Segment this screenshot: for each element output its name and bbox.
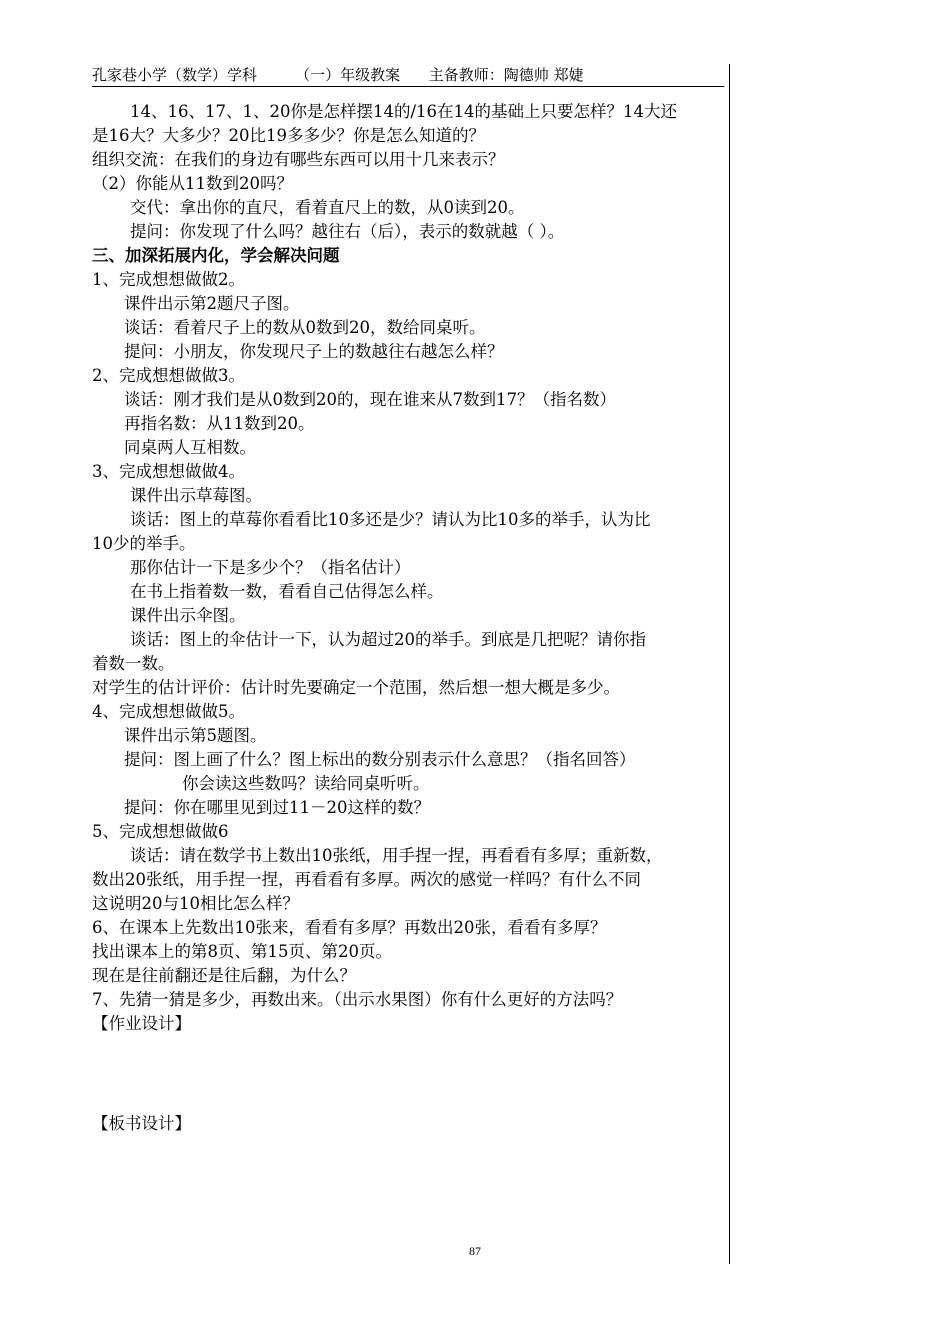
- text-line: 现在是往前翻还是往后翻，为什么？: [92, 966, 356, 985]
- text-line: 14、16、17、1、20你是怎样摆14的/16在14的基础上只要怎样？14大还: [130, 102, 678, 121]
- text-line: 课件出示第5题图。: [124, 726, 267, 745]
- text-line: 谈话：请在数学书上数出10张纸，用手捏一捏，再看看有多厚；重新数，: [130, 846, 663, 865]
- text-line: 10少的举手。: [92, 534, 196, 553]
- text-line: 对学生的估计评价：估计时先要确定一个范围，然后想一想大概是多少。: [92, 678, 620, 697]
- text-line: 1、完成想想做做2。: [92, 270, 245, 289]
- text-line: 课件出示第2题尺子图。: [124, 294, 300, 313]
- text-line: 在书上指着数一数，看看自己估得怎么样。: [130, 582, 444, 601]
- text-line: 交代：拿出你的直尺，看着直尺上的数，从0读到20。: [130, 198, 525, 217]
- text-line: 提问：小朋友，你发现尺子上的数越往右越怎么样？: [124, 342, 504, 361]
- section-label-homework: 【作业设计】: [92, 1014, 191, 1033]
- header-grade: （一）年级教案: [295, 66, 401, 84]
- text-line: 课件出示伞图。: [130, 606, 246, 625]
- header-school: 孔家巷小学（数学）学科: [92, 66, 258, 84]
- right-margin-rule: [729, 64, 730, 1264]
- text-line: 谈话：刚才我们是从0数到20的，现在谁来从7数到17？（指名数）: [124, 390, 616, 409]
- text-line: 找出课本上的第8页、第15页、第20页。: [92, 942, 392, 961]
- section-label-blackboard: 【板书设计】: [92, 1114, 191, 1133]
- text-line: 6、在课本上先数出10张来，看看有多厚？再数出20张，看看有多厚？: [92, 918, 607, 937]
- text-line: 提问：图上画了什么？图上标出的数分别表示什么意思？（指名回答）: [124, 750, 636, 769]
- page-number: 87: [469, 1244, 481, 1258]
- text-line: 你会读这些数吗？读给同桌听听。: [182, 774, 430, 793]
- text-line: 谈话：图上的草莓你看看比10多还是少？请认为比10多的举手，认为比: [130, 510, 651, 529]
- text-line: 再指名数：从11数到20。: [124, 414, 315, 433]
- text-line: 2、完成想想做做3。: [92, 366, 245, 385]
- text-line: 谈话：看着尺子上的数从0数到20，数给同桌听。: [124, 318, 486, 337]
- text-line: 那你估计一下是多少个？（指名估计）: [130, 558, 411, 577]
- page-header: [92, 64, 724, 87]
- text-line: 同桌两人互相数。: [124, 438, 256, 457]
- text-line: 这说明20与10相比怎么样？: [92, 894, 299, 913]
- text-line: 3、完成想想做做4。: [92, 462, 245, 481]
- text-line: 是16大？大多少？20比19多多少？你是怎么知道的？: [92, 126, 485, 145]
- text-line: 提问：你在哪里见到过11－20这样的数？: [124, 798, 430, 817]
- text-line: 7、先猜一猜是多少，再数出来。（出示水果图）你有什么更好的方法吗？: [92, 990, 623, 1009]
- text-line: 提问：你发现了什么吗？越往右（后），表示的数就越（ ）。: [130, 222, 565, 241]
- text-line: 谈话：图上的伞估计一下，认为超过20的举手。到底是几把呢？请你指: [130, 630, 646, 649]
- text-line: 组织交流：在我们的身边有哪些东西可以用十几来表示？: [92, 150, 505, 169]
- text-line: 5、完成想想做做6: [92, 822, 229, 841]
- text-line: （2）你能从11数到20吗？: [92, 174, 293, 193]
- text-line: 课件出示草莓图。: [130, 486, 262, 505]
- section-heading: 三、加深拓展内化，学会解决问题: [92, 246, 340, 265]
- header-teachers: 主备教师：陶德帅 郑婕: [428, 66, 584, 84]
- text-line: 4、完成想想做做5。: [92, 702, 245, 721]
- text-line: 数出20张纸，用手捏一捏，再看看有多厚。两次的感觉一样吗？有什么不同: [92, 870, 641, 889]
- text-line: 着数一数。: [92, 654, 175, 673]
